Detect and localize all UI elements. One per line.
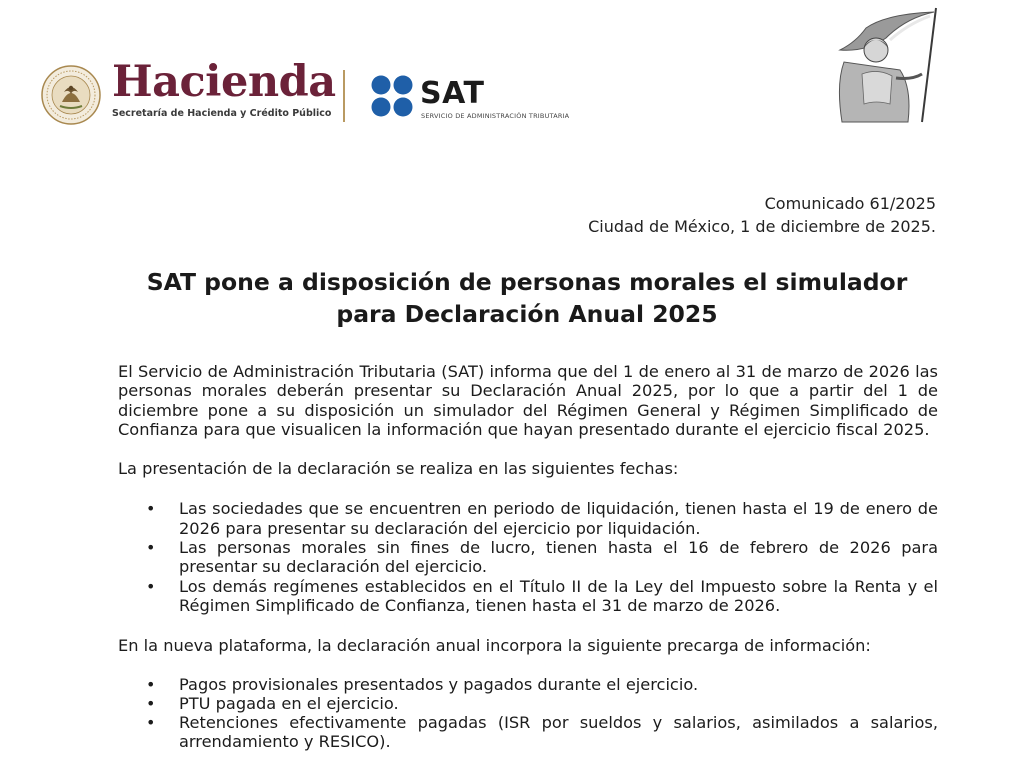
list-item: • Las personas morales sin fines de lucro, tienen hasta el 16 de febrero de 2026 para presentar su declaración del ejercicio. (118, 538, 938, 577)
list-item: • Pagos provisionales presentados y pagados durante el ejercicio. (118, 675, 938, 694)
sat-dots-logo (370, 74, 414, 118)
list-item: • Los demás regímenes establecidos en el Título II de la Ley del Impuesto sobre la Renta y el Régimen Simplificado de Confianza, tienen hasta el 31 de marzo de 2026. (118, 577, 938, 616)
intro-paragraph: El Servicio de Administración Tributaria (SAT) informa que del 1 de enero al 31 de marzo de 2026 las personas morales deberán presentar su Declaración Anual 2025, por lo que a partir del 1 de diciembre pone a su disposición un simulador del Régimen General y Régimen Simplificado de Confianza para que visualicen la información que hayan presentado durante el ejercicio fiscal 2025. (118, 362, 938, 439)
national-seal-icon (40, 64, 102, 126)
letterhead (0, 0, 1024, 140)
hacienda-logo (112, 58, 336, 119)
comunicado-number: Comunicado 61/2025 (764, 194, 936, 213)
logo-divider (343, 70, 345, 122)
dateline (588, 192, 936, 238)
press-release-body (118, 362, 938, 752)
dates-intro-paragraph: La presentación de la declaración se realiza en las siguientes fechas: (118, 459, 679, 479)
press-release-title (100, 266, 954, 330)
list-item: • PTU pagada en el ejercicio. (118, 694, 938, 713)
hacienda-subtitle: Secretaría de Hacienda y Crédito Público (112, 108, 332, 119)
dates-list (118, 499, 938, 615)
precarga-list (118, 675, 938, 752)
precarga-intro-paragraph: En la nueva plataforma, la declaración anual incorpora la siguiente precarga de información: (118, 636, 871, 656)
sat-wordmark: SAT (420, 76, 485, 111)
list-item: • Retenciones efectivamente pagadas (ISR por sueldos y salarios, asimilados a salarios, arrendamiento y RESICO). (118, 713, 938, 752)
list-item: • Las sociedades que se encuentren en periodo de liquidación, tienen hasta el 19 de enero de 2026 para presentar su declaración del ejercicio por liquidación. (118, 499, 938, 538)
title-line-1: SAT pone a disposición de personas morales el simulador (146, 268, 908, 296)
title-line-2: para Declaración Anual 2025 (336, 300, 718, 328)
place-date: Ciudad de México, 1 de diciembre de 2025. (588, 217, 936, 236)
sat-subtitle: SERVICIO DE ADMINISTRACIÓN TRIBUTARIA (421, 112, 570, 120)
flag-figure-illustration (826, 4, 942, 126)
hacienda-wordmark: Hacienda (112, 57, 336, 107)
